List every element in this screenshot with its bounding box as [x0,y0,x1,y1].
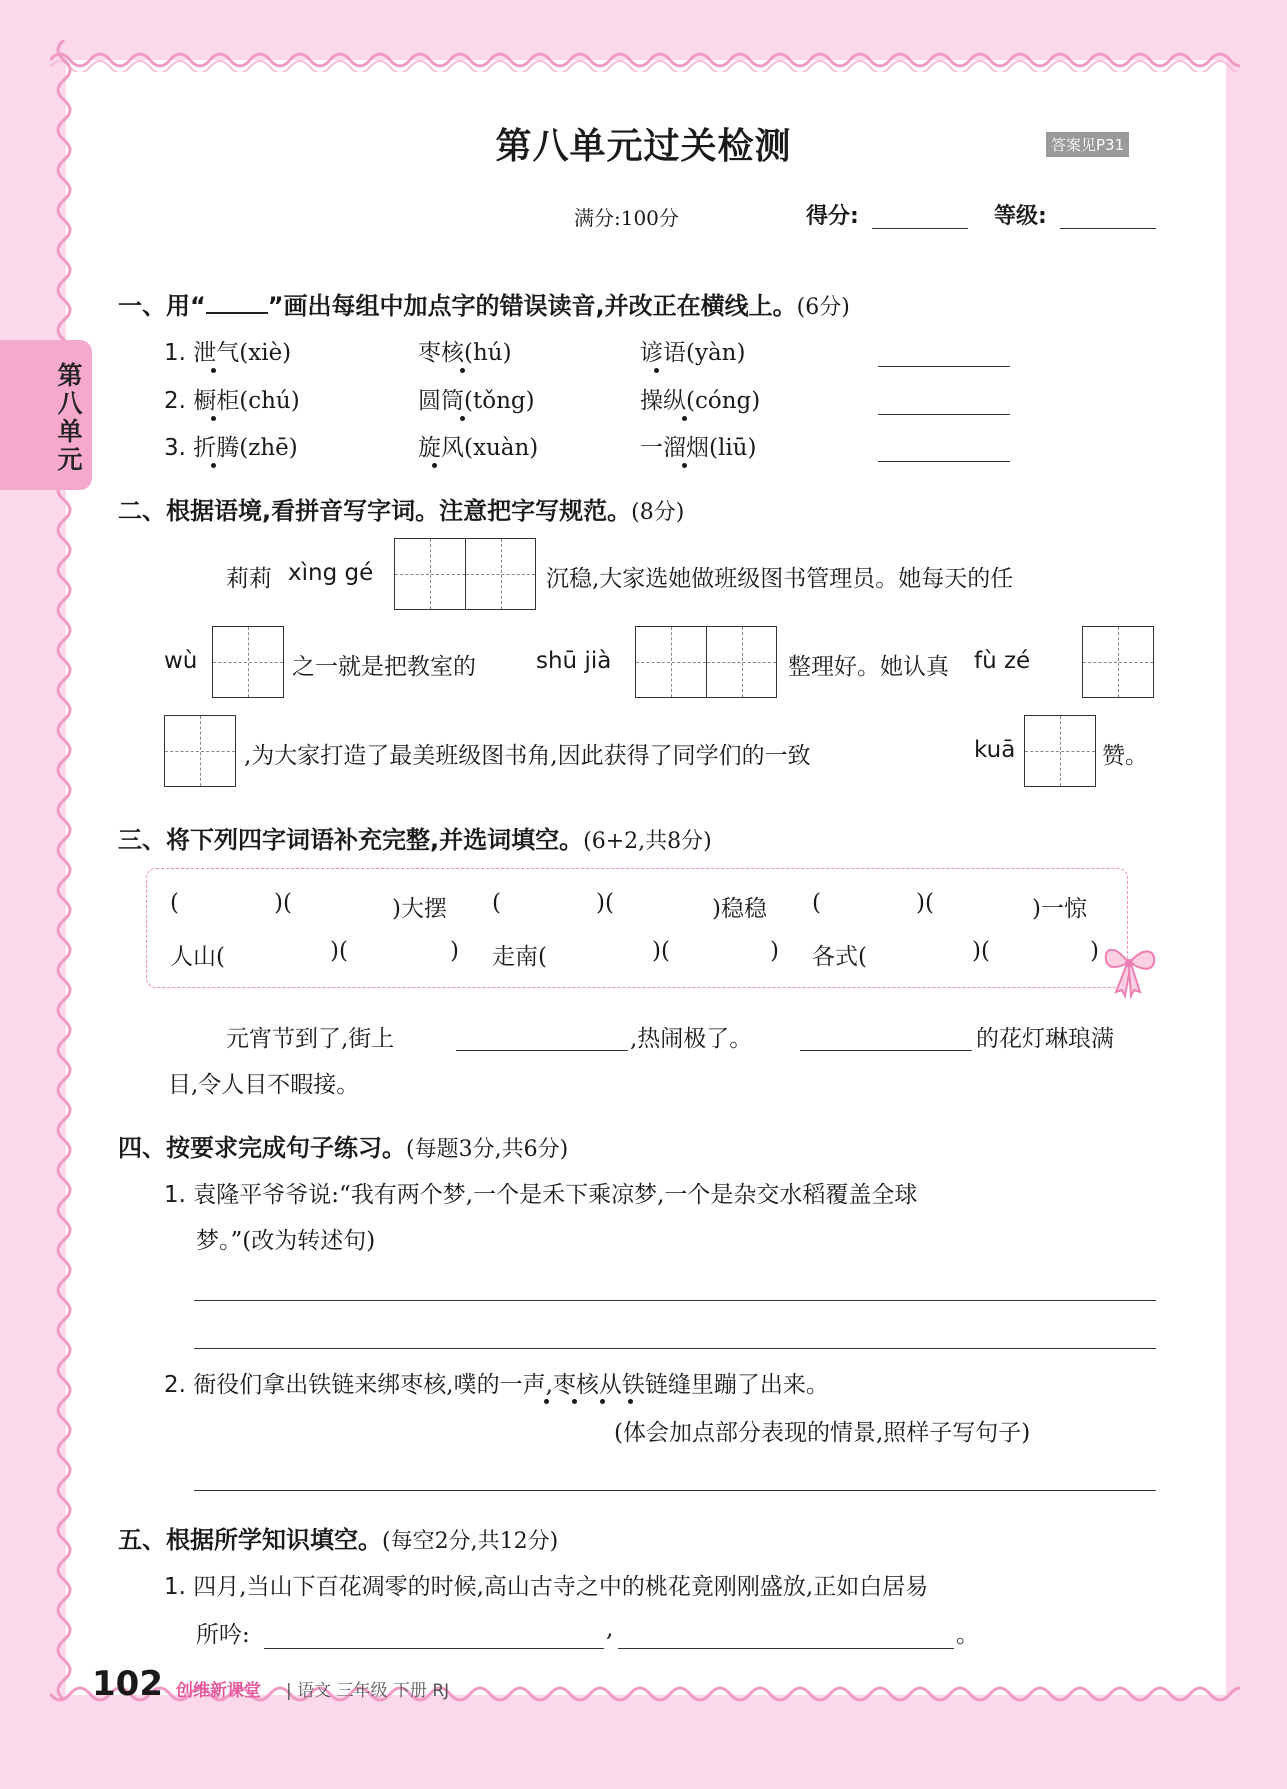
emphasis-dot [600,1399,605,1404]
s3-fill-text-1: 元宵节到了,街上 [226,1026,395,1052]
emphasis-dot [572,1399,577,1404]
grid-shujia[interactable] [635,626,777,698]
wavy-border-top [50,42,1240,72]
idiom-paren: )( [916,890,934,916]
section-3-title: 三、将下列四字词语补充完整,并选词填空。(6+2,共8分) [118,826,712,854]
s1-row-2-b: 圆筒(tǒng) [418,388,535,414]
idiom-4-head: 人山( [170,944,225,970]
s3-blank-2[interactable] [800,1050,972,1051]
page-title: 第八单元过关检测 [495,126,792,167]
page-number: 102 [92,1664,163,1704]
wavy-border-left [46,40,76,1700]
idiom-paren: )( [652,938,670,964]
s1-row-2: 2. 橱柜(chú) [164,388,300,414]
emphasis-dot [654,368,659,373]
s5-comma: , [606,1616,614,1642]
s1-answer-2[interactable] [878,414,1010,415]
emphasis-dot [628,1399,633,1404]
score-label: 得分: [806,204,859,229]
grid-wu[interactable] [212,626,284,698]
grid-kua[interactable] [1024,715,1096,787]
s2-text-3c: 赞。 [1102,743,1148,769]
s1-row-3: 3. 折腾(zhē) [164,435,298,461]
idiom-paren: ) [1090,938,1099,964]
idiom-paren: )( [972,938,990,964]
section-5-title: 五、根据所学知识填空。(每空2分,共12分) [118,1526,559,1554]
idiom-paren: ( [812,890,821,916]
idiom-3-tail: )一惊 [1032,896,1087,922]
s5-blank-2[interactable] [618,1648,954,1649]
s1-answer-3[interactable] [878,461,1010,462]
idiom-1-tail: )大摆 [392,896,447,922]
pinyin-fuze: fù zé [974,648,1031,674]
section-4-title: 四、按要求完成句子练习。(每题3分,共6分) [118,1134,569,1162]
pinyin-shujia: shū jià [536,648,612,674]
s1-row-2-c: 操纵(cóng) [640,388,761,414]
s1-row-3-c: 一溜烟(liū) [640,435,757,461]
s1-row-1-b: 枣核(hú) [418,340,512,366]
s1-row-1-c: 谚语(yàn) [640,340,746,366]
grid-ze[interactable] [164,715,236,787]
s4-q2-line2: (体会加点部分表现的情景,照样子写句子) [614,1420,1031,1446]
s4-q2-answer-line[interactable] [194,1490,1156,1491]
s1-row-1: 1. 泄气(xiè) [164,340,292,366]
pinyin-kua: kuā [974,737,1016,763]
full-score-label: 满分:100分 [574,206,679,230]
s5-q1-line2: 所吟: [196,1622,250,1648]
underline-sample [206,292,268,314]
idiom-6-head: 各式( [812,944,867,970]
emphasis-dot [460,416,465,421]
s1-row-3-b: 旋风(xuàn) [418,435,539,461]
idiom-2-tail: )稳稳 [712,896,767,922]
s5-blank-1[interactable] [264,1648,604,1649]
ribbon-bow-icon [1100,938,1160,1000]
emphasis-dot [211,416,216,421]
s4-q1-answer-line-2[interactable] [194,1348,1156,1349]
grade-label: 等级: [994,204,1047,229]
emphasis-dot [682,416,687,421]
footer-meta: | 语文 三年级 下册 RJ [286,1681,450,1701]
unit-tab-label: 第八单元 [57,361,83,474]
s4-q1-line1: 1. 袁隆平爷爷说:“我有两个梦,一个是禾下乘凉梦,一个是杂交水稻覆盖全球 [164,1182,918,1208]
answer-reference-tag: 答案见P31 [1046,132,1129,157]
s3-fill-text-4: 目,令人目不暇接。 [168,1072,360,1098]
idiom-paren: )( [596,890,614,916]
section-2-title: 二、根据语境,看拼音写字词。注意把字写规范。(8分) [118,497,685,525]
idiom-paren: ( [492,890,501,916]
unit-side-tab [0,340,92,490]
idiom-paren: ) [770,938,779,964]
idiom-box [146,868,1128,988]
idiom-paren: )( [274,890,292,916]
s2-text-1a: 莉莉 [226,566,272,592]
s3-fill-text-2: ,热闹极了。 [630,1026,753,1052]
s2-text-3a: ,为大家打造了最美班级图书角,因此获得了同学们的一致 [244,743,811,769]
emphasis-dot [460,368,465,373]
s4-q2-line1: 2. 衙役们拿出铁链来绑枣核,噗的一声,枣核从铁链缝里蹦了出来。 [164,1372,829,1398]
s4-q1-line2: 梦。”(改为转述句) [196,1228,376,1254]
s2-text-1b: 沉稳,大家选她做班级图书管理员。她每天的任 [546,566,1014,592]
idiom-5-head: 走南( [492,944,547,970]
footer-brand: 创维新课堂 [176,1681,261,1701]
emphasis-dot [432,463,437,468]
s5-period: 。 [956,1622,979,1648]
section-1-title: 一、用“ ”画出每组中加点字的错误读音,并改正在横线上。(6分) [118,292,850,320]
idiom-paren: ( [170,890,179,916]
s1-answer-1[interactable] [878,366,1010,367]
emphasis-dot [544,1399,549,1404]
emphasis-dot [682,463,687,468]
s4-q1-answer-line-1[interactable] [194,1300,1156,1301]
pinyin-wu: wù [164,648,198,674]
grid-xingge[interactable] [394,538,536,610]
grade-blank[interactable] [1060,228,1156,229]
pinyin-xingge: xìng gé [288,560,374,586]
emphasis-dot [211,368,216,373]
s5-q1-line1: 1. 四月,当山下百花凋零的时候,高山古寺之中的桃花竟刚刚盛放,正如白居易 [164,1574,929,1600]
idiom-paren: ) [450,938,459,964]
emphasis-dot [211,463,216,468]
s2-text-2b: 整理好。她认真 [788,654,949,680]
idiom-paren: )( [330,938,348,964]
s2-text-2a: 之一就是把教室的 [292,654,476,680]
s3-fill-text-3: 的花灯琳琅满 [976,1026,1114,1052]
s3-blank-1[interactable] [456,1050,628,1051]
score-blank[interactable] [872,228,968,229]
grid-fu[interactable] [1082,626,1154,698]
